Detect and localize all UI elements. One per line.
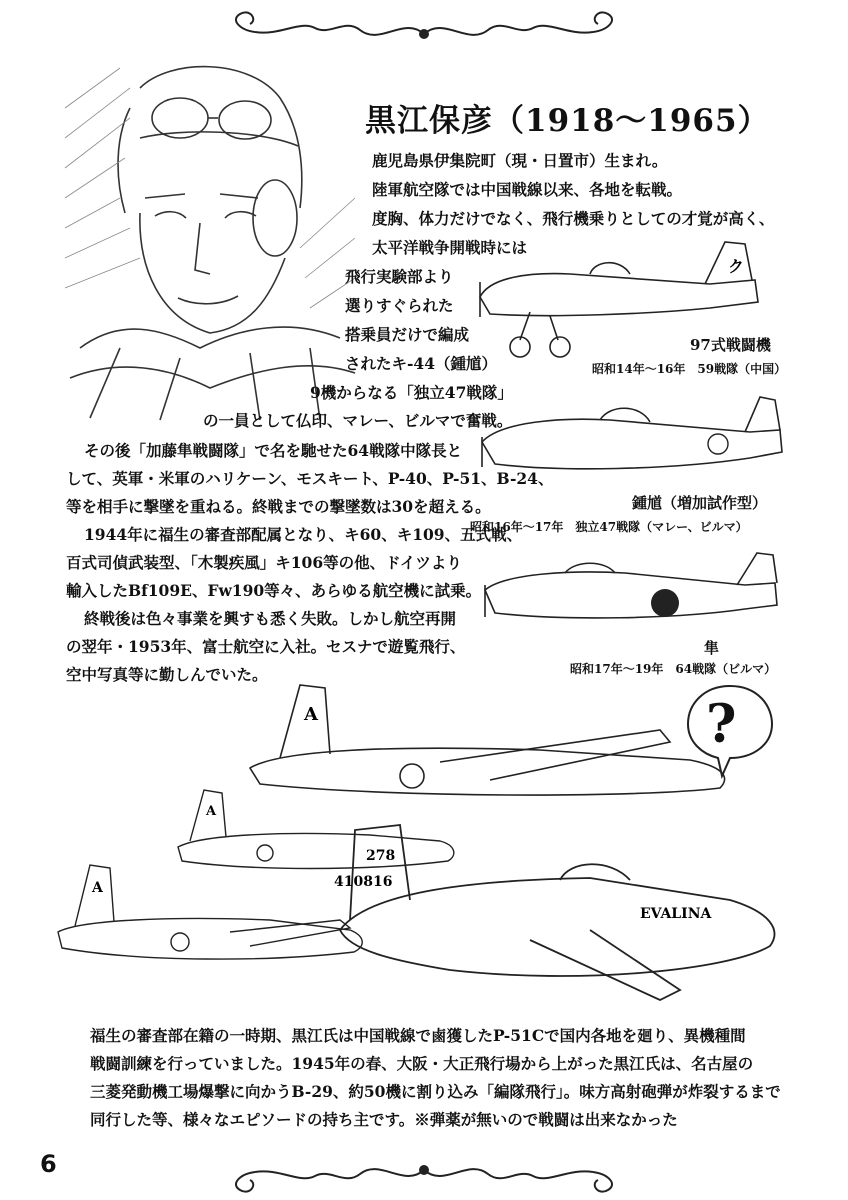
bio-line: 等を相手に撃墜を重ねる。終戦までの撃墜数は30を超える。: [66, 497, 491, 516]
p51-nose-art-name: EVALINA: [640, 906, 712, 922]
bio-line: 鹿児島県伊集院町（現・日置市）生まれ。: [372, 151, 668, 170]
page-number: 6: [40, 1150, 57, 1178]
caption-date: 昭和14年〜16年 59戦隊（中国）: [592, 362, 787, 376]
bio-line: されたキ-44（鍾馗）: [345, 354, 498, 373]
caption-date: 昭和17年〜19年 64戦隊（ビルマ）: [570, 662, 777, 676]
hinomaru-icon: [651, 589, 679, 617]
hayabusa-illustration: [475, 545, 795, 645]
caption-name: 97式戦闘機: [690, 336, 771, 354]
bio-line: 9機からなる「独立47戦隊」: [310, 383, 513, 402]
page-title: 黒江保彦（1918〜1965）: [365, 103, 770, 139]
b29-bomber-illustration: [50, 860, 370, 970]
ki27-tail-marking: ク: [728, 257, 745, 276]
bio-line: 選りすぐられた: [345, 296, 454, 315]
p51-serial-number: 410816: [334, 874, 393, 890]
b29-tail-marking: A: [206, 804, 217, 819]
bio-line: 飛行実験部より: [345, 267, 454, 286]
hinomaru-icon: [708, 434, 728, 454]
footer-text-line: 福生の審査部在籍の一時期、黒江氏は中国戦線で鹵獲したP-51Cで国内各地を廻り、異機種間: [90, 1026, 746, 1045]
footer-text-line: 同行した等、様々なエピソードの持ち主です。※弾薬が無いので戦闘は出来なかった: [90, 1110, 678, 1129]
caption-date: 昭和16年〜17年 独立47戦隊（マレー、ビルマ）: [470, 520, 748, 534]
footer-text-line: 戦闘訓練を行っていました。1945年の春、大阪・大正飛行場から上がった黒江氏は、名古屋の: [90, 1054, 754, 1073]
bio-line: の翌年・1953年、富士航空に入社。セスナで遊覧飛行、: [66, 637, 466, 656]
bio-line: して、英軍・米軍のハリケーン、モスキート、P-40、P-51、B-24、: [66, 469, 554, 488]
bio-line: 陸軍航空隊では中国戦線以来、各地を転戦。: [372, 180, 683, 199]
bio-line: 度胸、体力だけでなく、飛行機乗りとしての才覚が高く、: [372, 209, 775, 228]
bio-line: 搭乗員だけで編成: [345, 325, 470, 344]
shoki-illustration: [470, 392, 790, 502]
caption-name: 隼: [704, 639, 720, 657]
bio-line: の一員として仏印、マレー、ビルマで奮戦。: [203, 411, 513, 430]
footer-text-line: 三菱発動機工場爆撃に向かうB-29、約50機に割り込み「編隊飛行」。味方高射砲弾が炸裂するまで: [90, 1082, 781, 1101]
bio-line: 空中写真等に勤しんでいた。: [66, 665, 268, 684]
bio-line: 1944年に福生の審査部配属となり、キ60、キ109、五式戦、: [84, 525, 523, 544]
bio-line: その後「加藤隼戦闘隊」で名を馳せた64戦隊中隊長と: [84, 441, 463, 460]
usaf-star-icon: [257, 845, 273, 861]
pilot-portrait: [60, 48, 360, 428]
usaf-star-icon: [171, 933, 189, 951]
bio-line: 終戦後は色々事業を興すも悉く失敗。しかし航空再開: [84, 609, 457, 628]
bottom-ornament: [0, 1148, 848, 1198]
bio-line: 太平洋戦争開戦時には: [372, 238, 528, 257]
p51c-illustration: [330, 820, 790, 1020]
caption-name: 鍾馗（増加試作型）: [632, 494, 768, 512]
bio-line: 百式司偵武装型、「木製疾風」キ106等の他、ドイツより: [66, 553, 462, 572]
b29-tail-marking: A: [92, 880, 103, 896]
p51-tail-number: 278: [366, 848, 396, 864]
b29-tail-marking: A: [304, 704, 318, 725]
question-mark-icon: ?: [706, 694, 737, 755]
bio-line: 輸入したBf109E、Fw190等々、あらゆる航空機に試乗。: [66, 581, 482, 600]
